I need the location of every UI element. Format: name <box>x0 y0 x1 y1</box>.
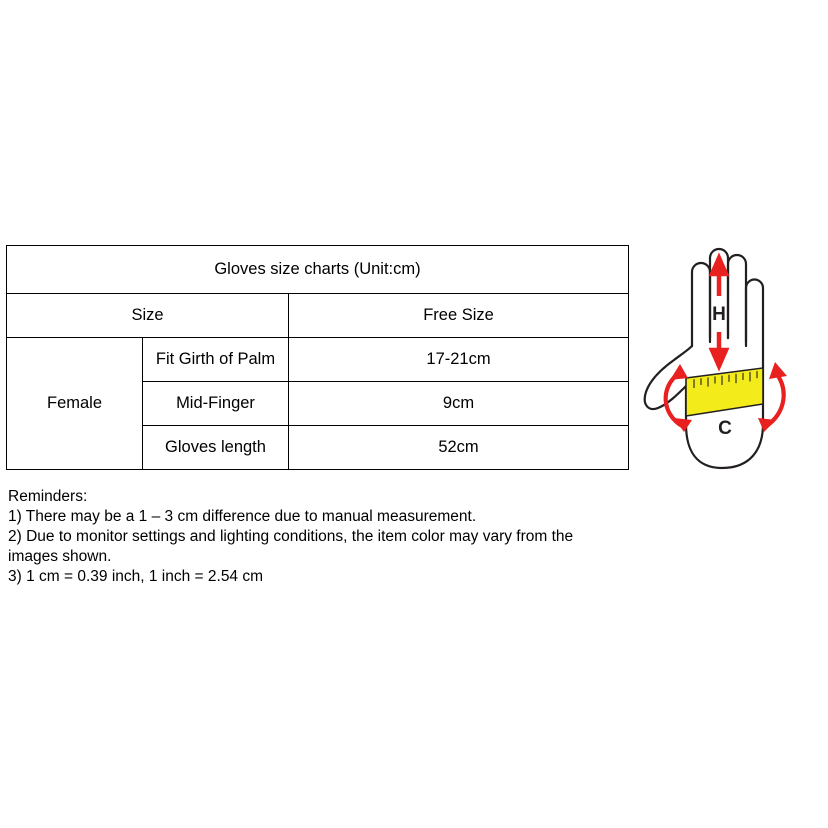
hand-outline-icon <box>645 249 763 468</box>
reminder-line-3: 3) 1 cm = 0.39 inch, 1 inch = 2.54 cm <box>8 568 264 585</box>
height-label: H <box>712 304 726 325</box>
measurement-label: Mid-Finger <box>143 382 289 426</box>
chart-title: Gloves size charts (Unit:cm) <box>7 246 629 294</box>
table-row-header <box>7 294 629 338</box>
measurement-value: 17-21cm <box>289 338 629 382</box>
reminder-line-2: 2) Due to monitor settings and lighting conditions, the item color may vary from the images shown. <box>8 528 578 565</box>
table-row-title <box>7 246 629 294</box>
reminders-block <box>8 487 608 587</box>
group-label-female: Female <box>7 338 143 470</box>
table-row <box>7 338 629 382</box>
circumference-label: C <box>718 418 732 439</box>
measurement-value: 9cm <box>289 382 629 426</box>
reminder-line-1: 1) There may be a 1 – 3 cm difference due to manual measurement. <box>8 508 477 525</box>
measuring-tape-icon <box>686 368 763 416</box>
size-chart-table <box>6 245 629 470</box>
measurement-label: Fit Girth of Palm <box>143 338 289 382</box>
measurement-label: Gloves length <box>143 426 289 470</box>
hand-measurement-diagram <box>630 228 826 498</box>
reminders-heading: Reminders: <box>8 488 88 505</box>
header-size-label: Size <box>7 294 289 338</box>
size-chart-container <box>6 245 628 470</box>
measurement-value: 52cm <box>289 426 629 470</box>
header-free-size-value: Free Size <box>289 294 629 338</box>
